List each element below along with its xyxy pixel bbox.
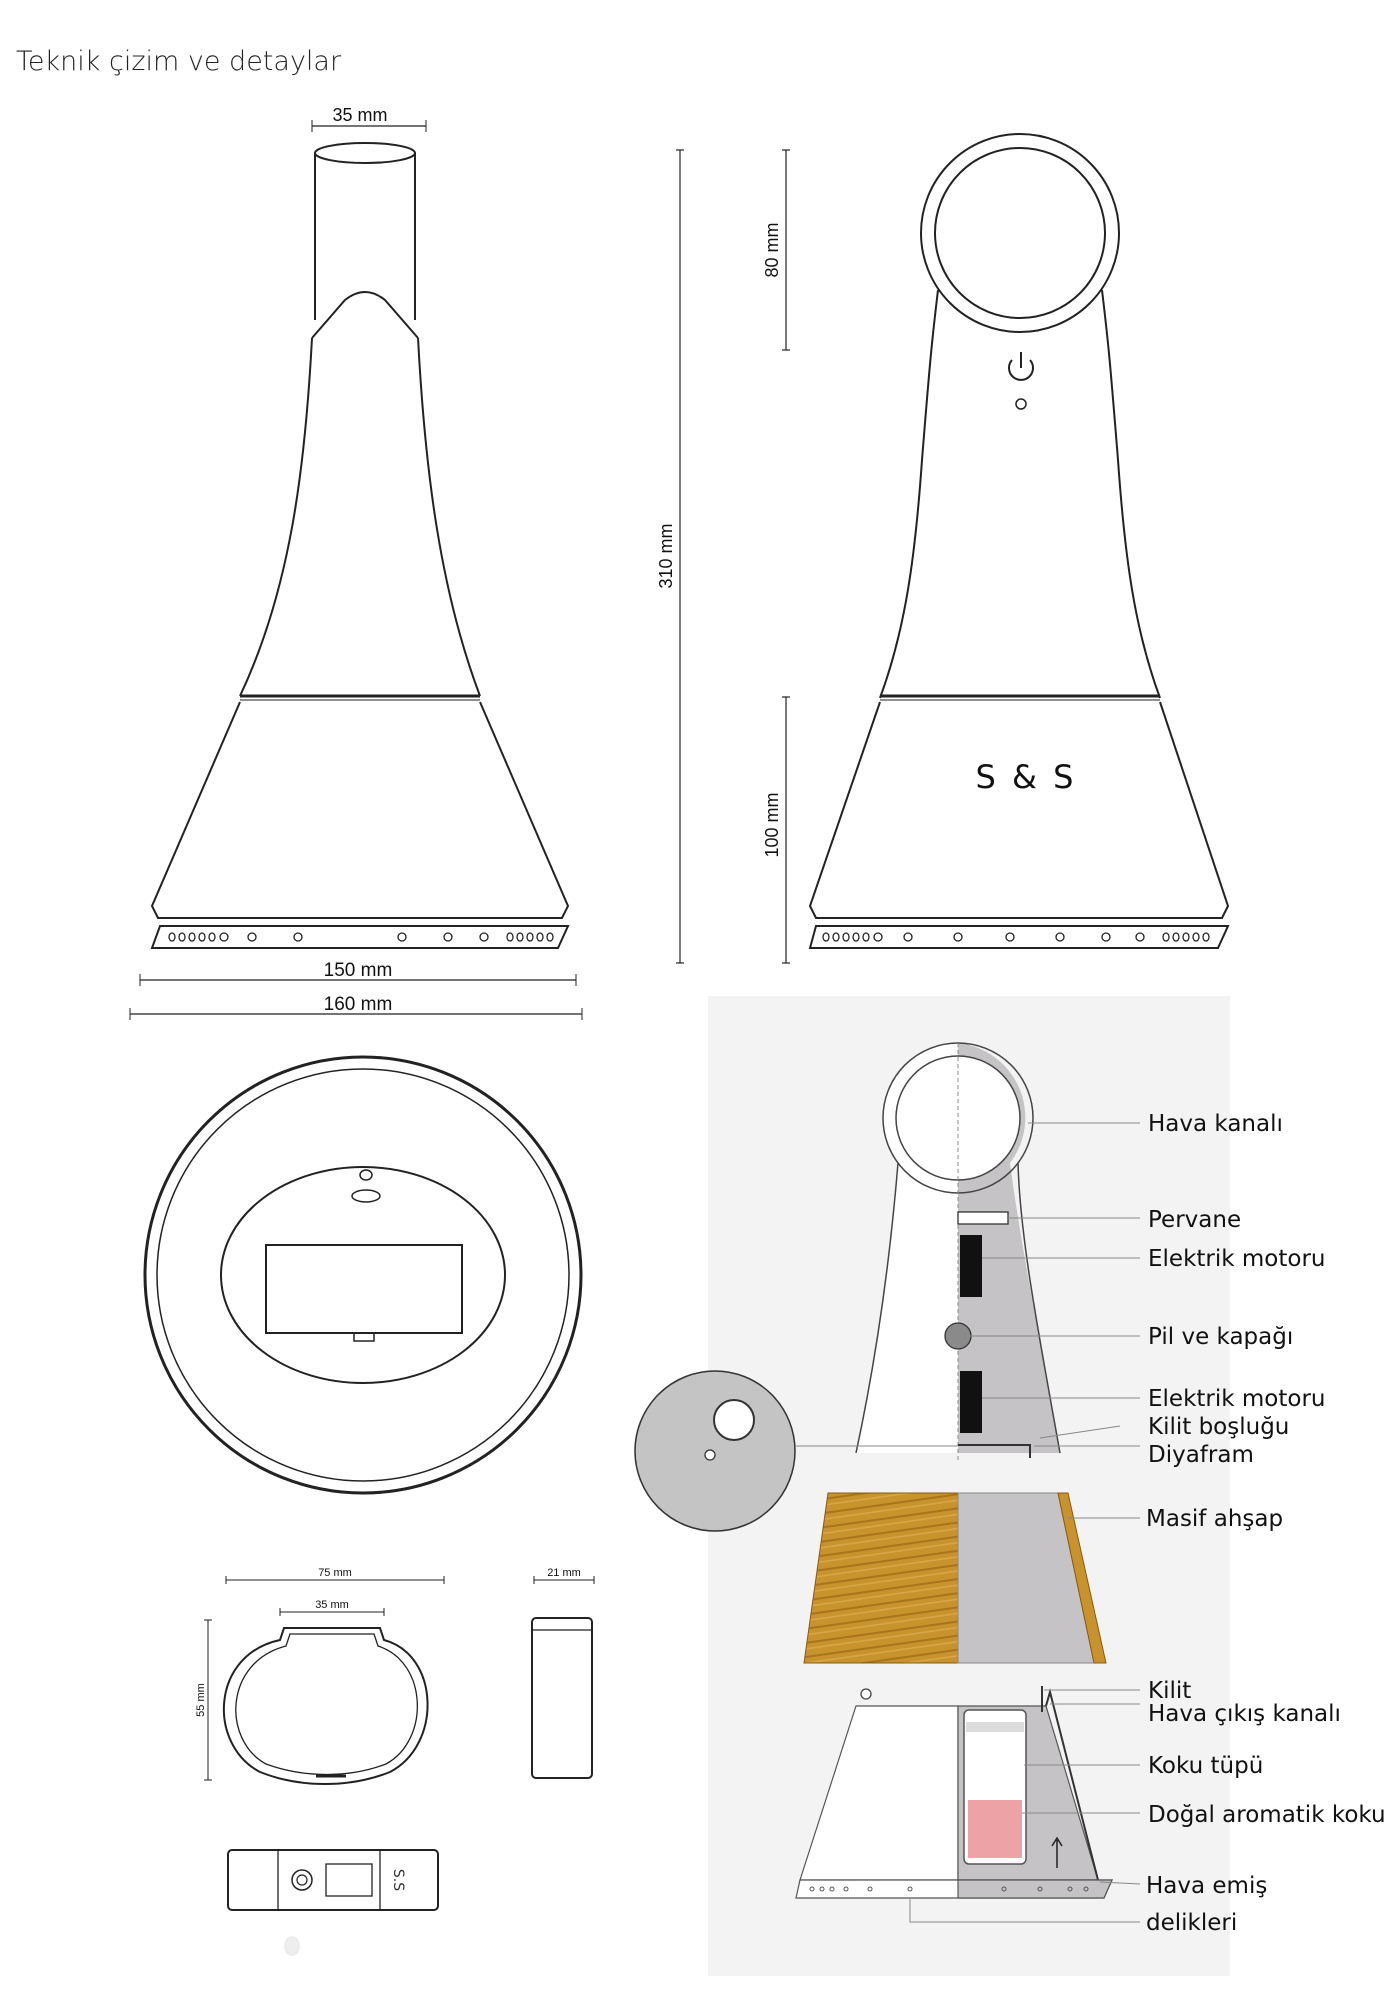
label-motor-2: Elektrik motoru — [1148, 1386, 1326, 1412]
page-title: Teknik çizim ve detaylar — [16, 46, 342, 77]
tube-top-ellipse — [315, 143, 415, 163]
front-right-edge — [1102, 290, 1160, 698]
front-base-plate — [810, 926, 1228, 948]
base-inner-label: 150 mm — [323, 960, 393, 981]
power-icon — [1009, 352, 1033, 380]
battery-width-label: 75 mm — [318, 1567, 352, 1579]
label-air-outlet: Hava çıkış kanalı — [1148, 1701, 1341, 1727]
base-outer-label: 160 mm — [323, 994, 393, 1015]
base-holes — [169, 933, 553, 941]
label-solid-wood: Masif ahşap — [1146, 1506, 1284, 1532]
total-height-label: 310 mm — [656, 523, 676, 589]
battery-mark: S.S — [390, 1868, 406, 1892]
battery-detail — [204, 1576, 594, 1956]
motor-part-1 — [960, 1235, 982, 1297]
battery-height-label: 55 mm — [195, 1683, 207, 1717]
label-diaphragm: Diyafram — [1148, 1442, 1254, 1468]
top-width-label: 35 mm — [332, 105, 388, 125]
ring-height-label: 80 mm — [762, 222, 782, 278]
battery-slot — [266, 1245, 462, 1333]
air-ring-outer — [921, 134, 1119, 332]
label-lock-gap: Kilit boşluğu — [1148, 1414, 1290, 1440]
lower-height-label: 100 mm — [762, 792, 782, 858]
front-view-drawing — [810, 134, 1228, 948]
battery-side-view — [532, 1618, 592, 1778]
air-ring-inner — [935, 148, 1105, 318]
motor-part-2 — [960, 1371, 982, 1433]
label-air-intake: Hava emiş — [1146, 1873, 1268, 1899]
lower-section — [152, 702, 568, 918]
front-lower-section — [810, 702, 1228, 918]
indicator-led-icon — [1016, 399, 1026, 409]
top-width-dimension — [312, 105, 426, 132]
body-left-edge — [240, 338, 312, 696]
neck-chevron — [312, 292, 418, 338]
front-left-edge — [880, 290, 938, 698]
battery-cover-disc — [635, 1371, 795, 1531]
battery-notch-label: 35 mm — [315, 1599, 349, 1611]
label-natural-scent: Doğal aromatik koku — [1148, 1802, 1386, 1828]
label-scent-tube: Koku tüpü — [1148, 1753, 1264, 1779]
label-air-channel: Hava kanalı — [1148, 1111, 1283, 1137]
side-view-drawing — [130, 105, 582, 1020]
wood-section — [804, 1493, 1106, 1663]
scent-liquid — [968, 1800, 1022, 1858]
label-motor-1: Elektrik motoru — [1148, 1246, 1326, 1272]
body-right-edge — [418, 338, 480, 696]
label-propeller: Pervane — [1148, 1207, 1242, 1233]
brand-logo: S & S — [975, 758, 1077, 796]
battery-outline — [224, 1628, 428, 1784]
front-base-holes — [823, 933, 1209, 941]
label-air-intake-holes: delikleri — [1146, 1910, 1238, 1936]
bottom-view-drawing — [145, 1057, 581, 1493]
battery-depth-label: 21 mm — [547, 1567, 581, 1579]
label-battery-cover: Pil ve kapağı — [1148, 1324, 1294, 1350]
battery-part — [945, 1323, 971, 1349]
label-lock: Kilit — [1148, 1678, 1192, 1704]
propeller-part — [958, 1212, 1008, 1224]
battery-button-icon — [292, 1870, 312, 1890]
